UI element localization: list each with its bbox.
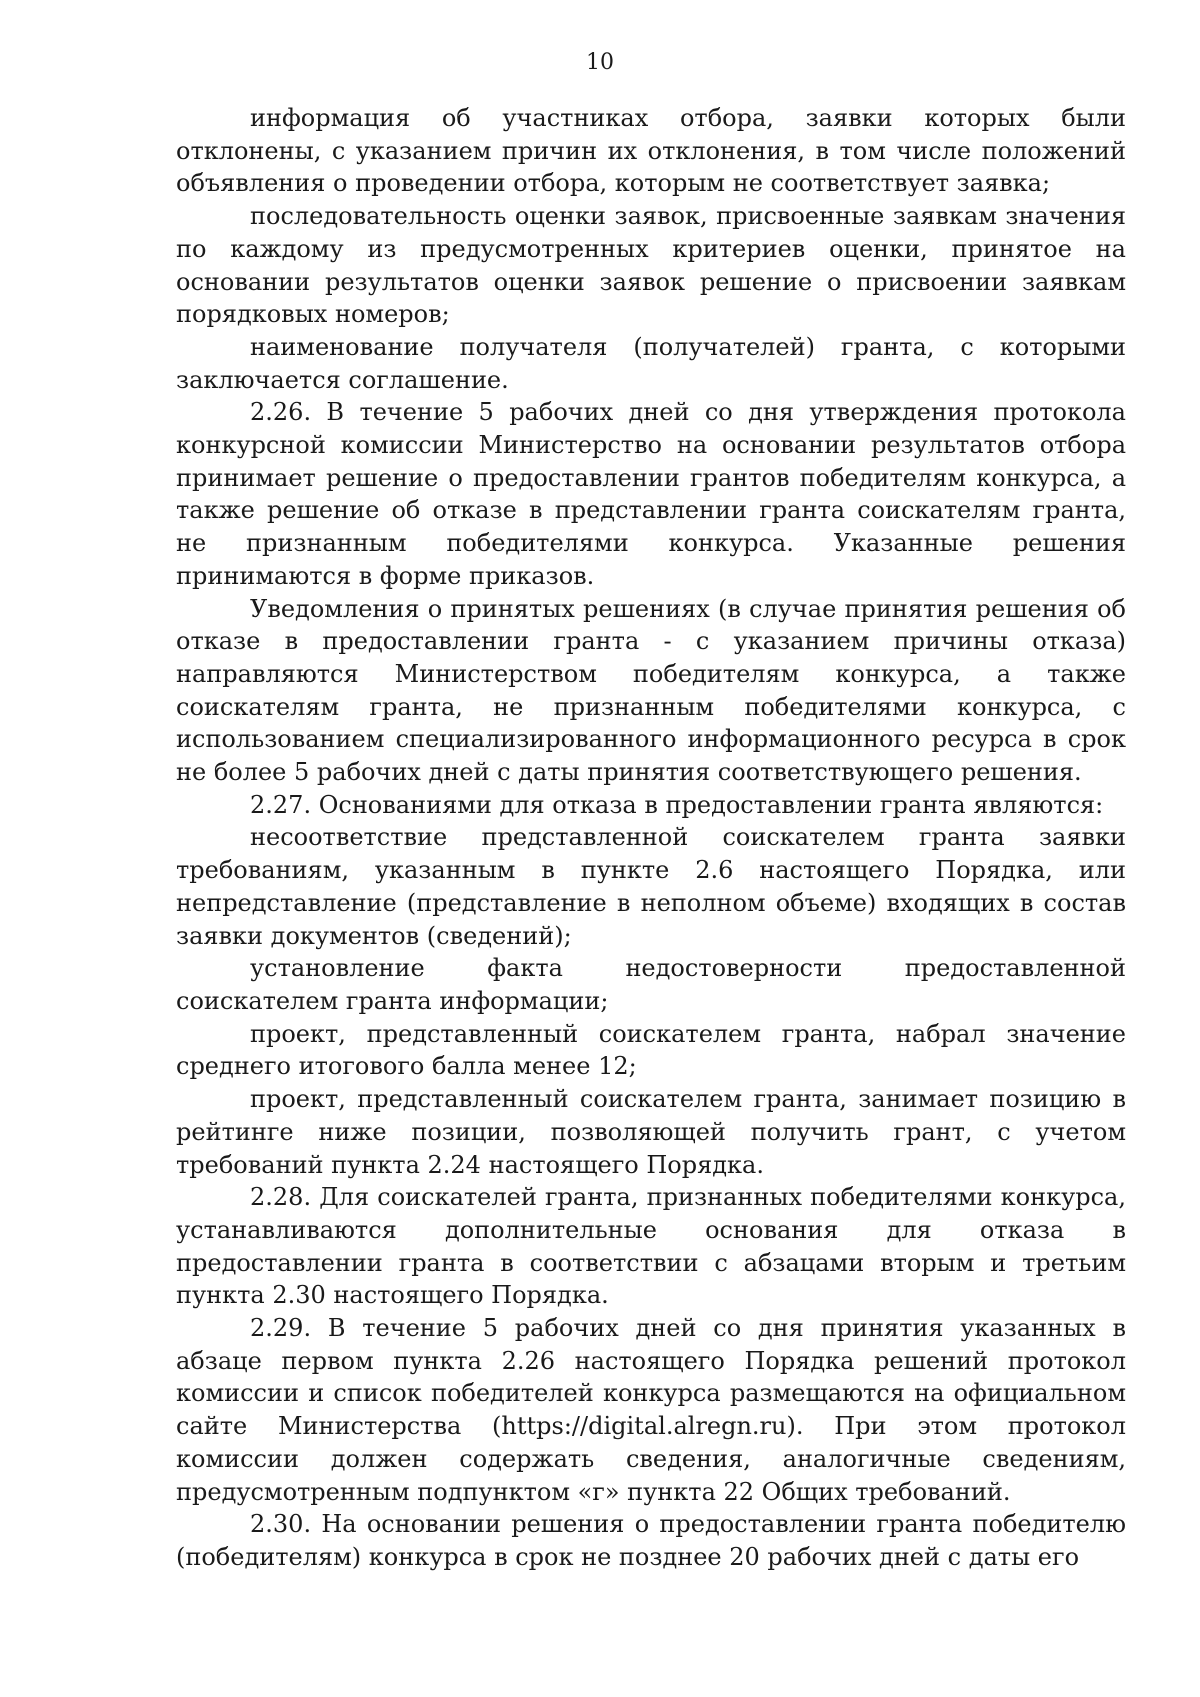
paragraph-notifications: Уведомления о принятых решениях (в случае принятия решения об отказе в предоставлении гранта - с указанием причины отказа) направляются Министерством победителям конкурса, а также соискателям гранта, не признанным победителями конкурса, с использованием специализированного информационного ресурса в срок не более 5 рабочих дней с даты принятия соответствующего решения. [176, 594, 1126, 787]
paragraph-grant-recipients: наименование получателя (получателей) гранта, с которыми заключается соглашение. [176, 332, 1126, 394]
paragraph-nonconformity: несоответствие представленной соискателем гранта заявки требованиям, указанным в пункте 2.6 настоящего Порядка, или непредставление (представление в неполном объеме) входящих в состав заявки документов (сведений); [176, 823, 1126, 950]
paragraph-clause-2-26: 2.26. В течение 5 рабочих дней со дня утверждения протокола конкурсной комиссии Министерство на основании результатов отбора принимает решение о предоставлении грантов победителям конкурса, а также решение об отказе в представлении гранта соискателям гранта, не признанным победителями конкурса. Указанные решения принимаются в форме приказов. [176, 398, 1126, 590]
paragraph-rejected-participants-info: информация об участниках отбора, заявки которых были отклонены, с указанием причин их отклонения, в том числе положений объявления о проведении отбора, которым не соответствует заявка; [176, 104, 1126, 198]
paragraph-false-information: установление факта недостоверности предоставленной соискателем гранта информации; [176, 954, 1126, 1015]
paragraph-evaluation-sequence: последовательность оценки заявок, присвоенные заявкам значения по каждому из предусмотренных критериев оценки, принятое на основании результатов оценки заявок решение о присвоении заявкам порядковых номеров; [176, 202, 1126, 329]
paragraph-low-score: проект, представленный соискателем гранта, набрал значение среднего итогового балла менее 12; [176, 1019, 1126, 1081]
paragraph-clause-2-30: 2.30. На основании решения о предоставлении гранта победителю (победителям) конкурса в срок не позднее 20 рабочих дней с даты его [176, 1510, 1126, 1571]
paragraph-clause-2-29: 2.29. В течение 5 рабочих дней со дня принятия указанных в абзаце первом пункта 2.26 настоящего Порядка решений протокол комиссии и список победителей конкурса размещаются на официальном сайте Министерства (https://digital.alregn.ru). При этом протокол комиссии должен содержать сведения, аналогичные сведениям, предусмотренным подпунктом «г» пункта 22 Общих требований. [176, 1314, 1126, 1506]
document-body [176, 102, 1126, 1574]
paragraph-low-rating: проект, представленный соискателем гранта, занимает позицию в рейтинге ниже позиции, позволяющей получить грант, с учетом требований пункта 2.24 настоящего Порядка. [176, 1085, 1126, 1179]
page-number: 10 [586, 50, 614, 75]
paragraph-clause-2-27: 2.27. Основаниями для отказа в предоставлении гранта являются: [250, 790, 1104, 819]
paragraph-clause-2-28: 2.28. Для соискателей гранта, признанных победителями конкурса, устанавливаются дополнительные основания для отказа в предоставлении гранта в соответствии с абзацами вторым и третьим пункта 2.30 настоящего Порядка. [176, 1183, 1126, 1310]
